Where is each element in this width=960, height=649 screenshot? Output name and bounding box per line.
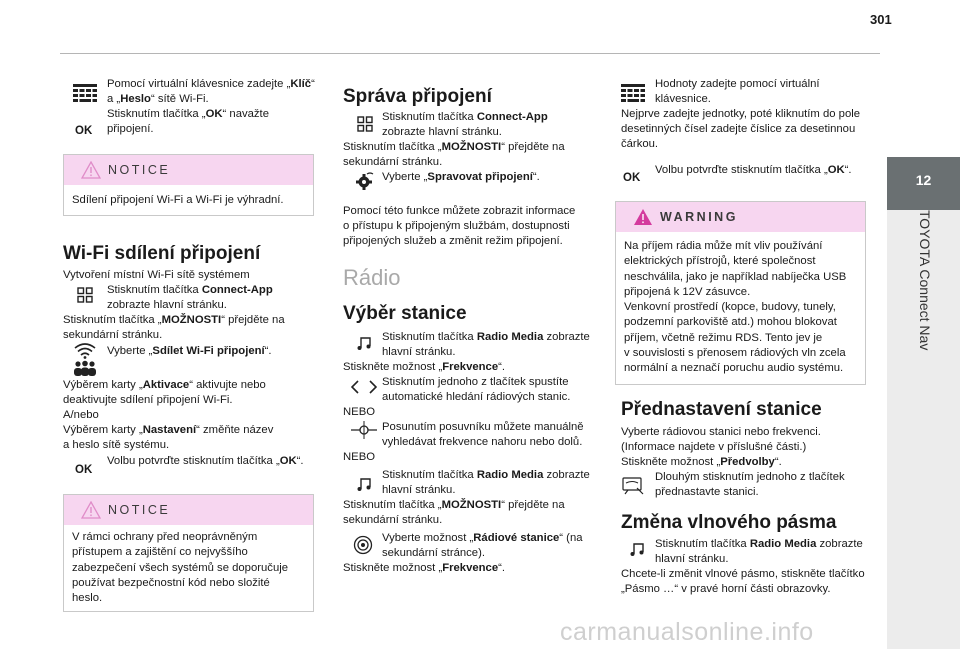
notice-line: zabezpečení všech systémů se doporučuje: [72, 561, 289, 574]
text-line: a heslo sítě systému.: [63, 439, 170, 451]
text-line: Volbu potvrďte stisknutím tlačítka „OK“.: [107, 455, 304, 467]
warning-line: Na příjem rádia může mít vliv používání: [624, 240, 823, 252]
page-number: 301: [870, 12, 892, 27]
keyboard-icon: [621, 84, 645, 106]
text-line: zobrazte hlavní stránku.: [107, 299, 227, 311]
text-line: Pomocí této funkce můžete zobrazit informace: [343, 205, 576, 217]
header-rule: [60, 53, 880, 54]
text-line: zobrazte hlavní stránku.: [382, 126, 502, 138]
text-line: a „Heslo“ sítě Wi-Fi.: [107, 93, 209, 105]
chapter-heading: Rádio: [343, 265, 401, 290]
ok-icon: OK: [623, 172, 641, 184]
notice-line: V rámci ochrany před neoprávněným: [72, 531, 258, 543]
warning-line: neschválila, jako je například nabíječka USB: [624, 270, 847, 283]
text-line: přednastavte stanici.: [655, 486, 759, 498]
chapter-tab: [887, 157, 960, 210]
text-line: Vyberte rádiovou stanici nebo frekvenci.: [621, 426, 821, 438]
warning-title: WARNING: [660, 210, 738, 224]
text-line: hlavní stránku.: [382, 346, 456, 358]
warning-triangle-icon: [81, 501, 101, 519]
text-line: Stisknutím tlačítka „MOŽNOSTI“ přejděte na: [343, 499, 565, 511]
grid-icon: [77, 287, 93, 303]
text-line: Chcete-li změnit vlnové pásmo, stiskněte tlačítko: [621, 568, 865, 580]
text-line: připojených služeb a změnit režim připojení.: [343, 235, 563, 247]
text-line: Stisknutím tlačítka Radio Media zobrazte: [655, 538, 863, 550]
text-line: Stisknutím tlačítka Radio Media zobrazte: [382, 331, 590, 343]
text-line: hlavní stránku.: [655, 553, 729, 565]
text-line: Stisknutím tlačítka „MOŽNOSTI“ přejděte na: [63, 314, 285, 326]
warning-box: [615, 201, 866, 385]
ok-icon: OK: [75, 464, 93, 476]
warning-line: normální a neznačí poruchu audio systému.: [624, 362, 844, 375]
text-line: Hodnoty zadejte pomocí virtuální: [655, 78, 820, 90]
text-line: A/nebo: [63, 409, 99, 421]
text-line: deaktivujte sdílení připojení Wi-Fi.: [63, 394, 233, 406]
text-line: Výběrem karty „Nastavení“ změňte název: [63, 424, 274, 436]
text-line: Nejprve zadejte jednotky, poté kliknutím do pole: [621, 108, 861, 120]
settings-wifi-icon: [353, 171, 375, 191]
text-line: desetinných čísel zadejte číslice za desetinnou: [621, 123, 856, 135]
chapter-title-wrap: [887, 210, 960, 510]
notice-box: [63, 154, 314, 216]
text-line: Stisknutím tlačítka „OK“ navažte: [107, 108, 269, 120]
text-line: sekundární stránku.: [63, 329, 163, 341]
text-line: klávesnice.: [655, 93, 711, 105]
warning-line: Venkovní prostředí (kopce, budovy, tunely,: [624, 301, 836, 314]
notice-title: NOTICE: [108, 163, 171, 177]
section-heading: Změna vlnového pásma: [621, 512, 837, 533]
text-line: Stisknutím jednoho z tlačítek spustíte: [382, 376, 569, 388]
ok-icon: OK: [75, 125, 93, 137]
notice-box: [63, 494, 314, 612]
notice-title: NOTICE: [108, 503, 171, 517]
keyboard-icon: [73, 84, 97, 106]
music-note-icon: [356, 335, 372, 351]
text-line: hlavní stránku.: [382, 484, 456, 496]
music-note-icon: [356, 476, 372, 492]
watermark: carmanualsonline.info: [560, 618, 814, 646]
text-line: Stisknutím tlačítka Radio Media zobrazte: [382, 469, 590, 481]
text-line: Stisknutím tlačítka Connect-App: [107, 284, 273, 296]
wifi-icon: [73, 342, 97, 359]
notice-line: přístupem a zajištění co nejvyššího: [72, 546, 248, 559]
warning-line: v souvislosti s přenosem rádiových vln zcela: [624, 347, 846, 360]
text-line: Dlouhým stisknutím jednoho z tlačítek: [655, 471, 845, 483]
text-line: NEBO: [343, 406, 376, 418]
preset-icon: [622, 475, 646, 495]
text-line: Stisknutím tlačítka Connect-App: [382, 111, 548, 123]
notice-text: [64, 525, 313, 614]
chevrons-left-right-icon: [351, 380, 377, 394]
text-line: čárkou.: [621, 138, 659, 150]
notice-header: [64, 155, 313, 185]
grid-icon: [357, 116, 373, 132]
text-line: Vyberte možnost „Rádiové stanice“ (na: [382, 532, 583, 544]
text-line: Stiskněte možnost „Předvolby“.: [621, 456, 782, 468]
text-line: sekundární stránce).: [382, 547, 485, 559]
warning-line: připojená k 12V zásuvce.: [624, 285, 751, 298]
warning-line: elektrických přístrojů, které společnost: [624, 255, 816, 268]
text-line: Vyberte „Spravovat připojení“.: [382, 171, 540, 183]
text-line: připojení.: [107, 123, 154, 135]
text-line: Stiskněte možnost „Frekvence“.: [343, 361, 506, 373]
text-line: Posunutím posuvníku můžete manuálně: [382, 421, 584, 433]
section-heading: Přednastavení stanice: [621, 399, 822, 420]
text-line: Volbu potvrďte stisknutím tlačítka „OK“.: [655, 164, 852, 176]
slider-icon: [351, 421, 377, 439]
text-line: o přístupu k připojeným službám, dostupnosti: [343, 220, 570, 232]
text-line: NEBO: [343, 451, 376, 463]
text-line: sekundární stránku.: [343, 514, 443, 526]
notice-text: Sdílení připojení Wi-Fi a Wi-Fi je výhradní.: [72, 194, 284, 206]
notice-header: [64, 495, 313, 525]
music-note-icon: [629, 541, 645, 557]
text-line: Vyberte „Sdílet Wi-Fi připojení“.: [107, 345, 272, 357]
text-line: Stisknutím tlačítka „MOŽNOSTI“ přejděte na: [343, 141, 565, 153]
warning-line: podzemní parkoviště atd.) mohou blokovat: [624, 316, 837, 329]
text-line: vyhledávat frekvence nahoru nebo dolů.: [382, 436, 583, 448]
text-line: automatické hledání rádiových stanic.: [382, 391, 571, 403]
section-heading: Wi-Fi sdílení připojení: [63, 243, 261, 264]
users-icon: [73, 360, 97, 376]
text-line: (Informace najdete v příslušné části.): [621, 441, 807, 453]
chapter-title: TOYOTA Connect Nav: [917, 210, 933, 351]
text-line: sekundární stránku.: [343, 156, 443, 168]
warning-line: příjem, včetně režimu RDS. Tento jev je: [624, 331, 823, 344]
text-line: Stiskněte možnost „Frekvence“.: [343, 562, 506, 574]
text-line: Vytvoření místní Wi-Fi sítě systémem: [63, 269, 250, 281]
text-line: „Pásmo …“ v pravé horní části obrazovky.: [621, 583, 831, 595]
warning-triangle-icon: [633, 208, 653, 226]
warning-header: [616, 202, 865, 232]
chapter-number: 12: [915, 172, 932, 188]
section-heading: Správa připojení: [343, 86, 492, 107]
warning-triangle-icon: [81, 161, 101, 179]
notice-line: heslo.: [72, 592, 103, 605]
text-line: Pomocí virtuální klávesnice zadejte „Klíč“: [107, 78, 315, 90]
text-line: Výběrem karty „Aktivace“ aktivujte nebo: [63, 379, 266, 391]
notice-line: používat bezpečnostní kód nebo složité: [72, 576, 270, 589]
section-heading: Výběr stanice: [343, 303, 467, 324]
radio-station-icon: [353, 535, 373, 555]
warning-text: [616, 232, 865, 385]
